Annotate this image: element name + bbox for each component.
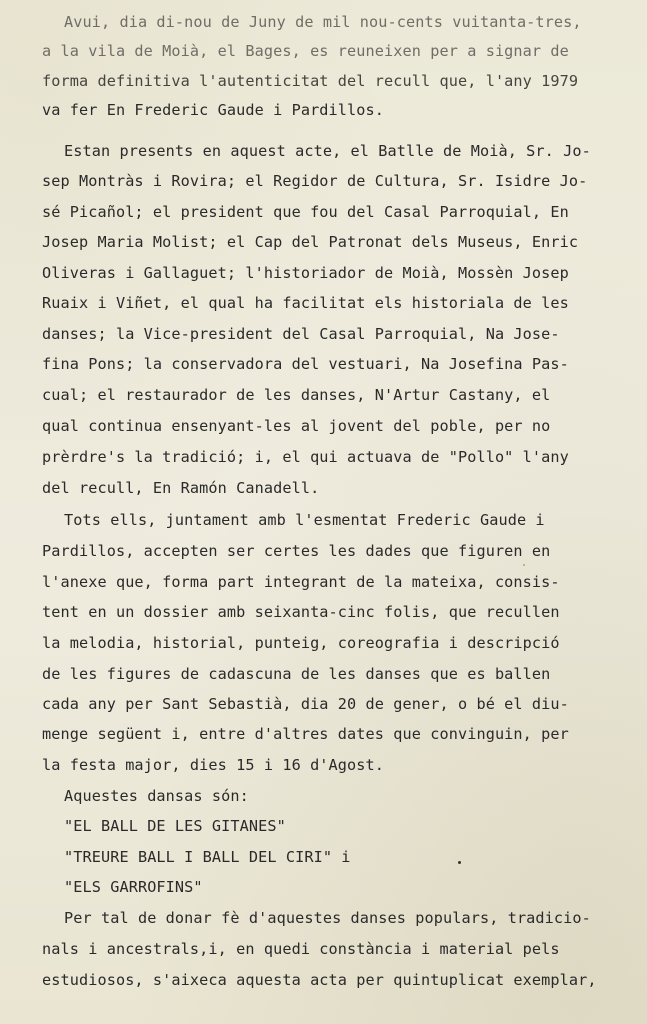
text-line: cada any per Sant Sebastià, dia 20 de gener, o bé el diu- [42,695,569,713]
text-line: menge següent i, entre d'altres dates que convinguin, per [42,725,569,743]
dance-title: "EL BALL DE LES GITANES" [64,817,286,835]
text-line: va fer En Frederic Gaude i Pardillos. [42,101,385,119]
text-line: sep Montràs i Rovira; el Regidor de Cultura, Sr. Isidre Jo- [42,172,588,190]
text-line: a la vila de Moià, el Bages, es reuneixen per a signar de [42,42,569,60]
text-line: Ruaix i Viñet, el qual ha facilitat els historiala de les [42,294,569,312]
text-line: Estan presents en aquest acte, el Batlle de Moià, Sr. Jo- [64,142,591,160]
text-line: qual continua ensenyant-les al jovent del poble, per no [42,417,551,435]
text-line: l'anexe que, forma part integrant de la mateixa, consis- [42,573,560,591]
text-line: danses; la Vice-president del Casal Parroquial, Na Jose- [42,325,560,343]
text-line: Tots ells, juntament amb l'esmentat Frederic Gaude i [64,511,545,529]
text-line: forma definitiva l'autenticitat del recull que, l'any 1979 [42,72,579,90]
text-line: Pardillos, accepten ser certes les dades que figuren en [42,542,551,560]
text-line: cual; el restaurador de les danses, N'Artur Castany, el [42,386,551,404]
text-line: sé Picañol; el president que fou del Casal Parroquial, En [42,203,569,221]
text-line: Aquestes dansas són: [64,787,249,805]
text-line: Avui, dia di-nou de Juny de mil nou-cents vuitanta-tres, [64,13,582,31]
text-line: prèrdre's la tradició; i, el qui actuava de "Pollo" l'any [42,448,569,466]
dance-title: "ELS GARROFINS" [64,878,203,896]
dance-title: "TREURE BALL I BALL DEL CIRI" i [64,848,351,866]
ink-speck [458,861,461,864]
text-line: de les figures de cadascuna de les danses que es ballen [42,665,551,683]
ink-speck [523,564,525,566]
text-line: la festa major, dies 15 i 16 d'Agost. [42,756,385,774]
text-line: tent en un dossier amb seixanta-cinc folis, que recullen [42,603,560,621]
text-line: nals i ancestrals,i, en quedi constància i material pels [42,940,560,958]
text-line: fina Pons; la conservadora del vestuari, Na Josefina Pas- [42,355,569,373]
text-line: la melodia, historial, punteig, coreografia i descripció [42,634,560,652]
text-line: estudiosos, s'aixeca aquesta acta per quintuplicat exemplar, [42,971,597,989]
text-line: Josep Maria Molist; el Cap del Patronat dels Museus, Enric [42,233,579,251]
text-line: Oliveras i Gallaguet; l'historiador de Moià, Mossèn Josep [42,264,569,282]
text-line: del recull, En Ramón Canadell. [42,479,320,497]
text-line: Per tal de donar fè d'aquestes danses populars, tradicio- [64,909,591,927]
